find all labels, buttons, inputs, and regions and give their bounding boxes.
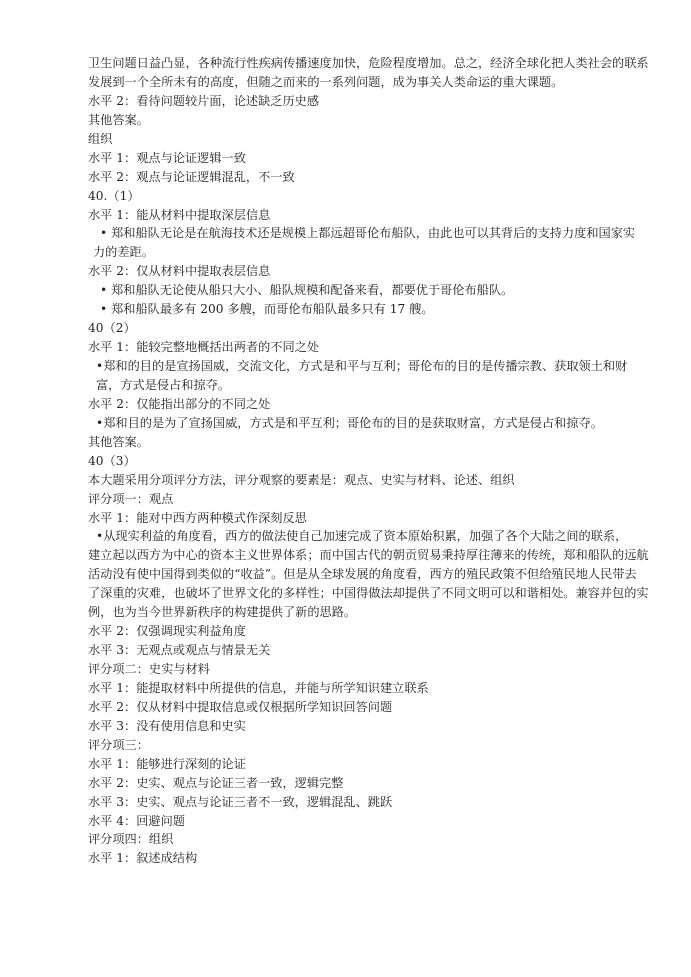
- question-number: 40（3）: [88, 453, 136, 468]
- section-heading: 组织: [88, 131, 113, 146]
- text-line: 其他答案。: [88, 434, 149, 449]
- text-line: 发展到一个全所未有的高度，但随之而来的一系列问题，成为事关人类命运的重大课题。: [88, 74, 564, 89]
- level-line: 水平 3：没有使用信息和史实: [88, 718, 246, 733]
- level-line: 水平 1：能提取材料中所提供的信息，并能与所学知识建立联系: [88, 680, 429, 695]
- section-heading: 评分项四：组织: [88, 832, 174, 847]
- level-line: 水平 2：看待问题较片面，论述缺乏历史感: [88, 93, 320, 108]
- section-heading: 评分项二：史实与材料: [88, 662, 210, 676]
- question-number: 40（2）: [88, 321, 136, 336]
- level-line: 水平 2：观点与论证逻辑混乱，不一致: [88, 169, 295, 184]
- question-number: 40.（1）: [88, 188, 140, 203]
- level-line: 水平 1：能够进行深刻的论证: [88, 756, 246, 771]
- bullet-item: •郑和目的是为了宣扬国威，方式是和平互利；哥伦布的目的是获取财富，方式是侵占和掠夺。: [96, 415, 603, 430]
- text-line: 本大题采用分项评分方法，评分观察的要素是：观点、史实与材料、论述、组织: [88, 472, 515, 487]
- level-line: 水平 1：能较完整地概括出两者的不同之处: [88, 340, 320, 355]
- document-page: [88, 54, 649, 868]
- level-line: 水平 1：观点与论证逻辑一致: [88, 150, 246, 165]
- level-line: 水平 1：能对中西方两种模式作深刻反思: [88, 510, 307, 525]
- level-line: 水平 2：史实、观点与论证三者一致，逻辑完整: [88, 775, 344, 790]
- text-line: 富，方式是侵占和掠夺。: [96, 377, 231, 392]
- text-line: 建立起以西方为中心的资本主义世界体系；而中国古代的朝贡贸易秉持厚往薄来的传统，郑和船队的远航: [88, 548, 649, 563]
- text-line: 卫生问题日益凸显，各种流行性疾病传播速度加快，危险程度增加。总之，经济全球化把人类社会的联系: [88, 56, 649, 70]
- level-line: 水平 2：仅从材料中提取表层信息: [88, 264, 271, 279]
- bullet-item: • 郑和船队无论是在航海技术还是规模上都远超哥伦布船队，由此也可以其背后的支持力度和国家实: [100, 226, 636, 241]
- text-line: 其他答案。: [88, 112, 149, 127]
- bullet-item: •从现实利益的角度看，西方的做法使自己加速完成了资本原始积累，加强了各个大陆之间的联系，: [96, 529, 628, 544]
- level-line: 水平 1：叙述成结构: [88, 851, 198, 866]
- text-line: 例，也为当今世界新秩序的构建提供了新的思路。: [88, 605, 357, 620]
- text-line: 活动没有使中国得到类似的“收益”。但是从全球发展的角度看，西方的殖民政策不但给殖民地人民带去: [88, 567, 637, 582]
- level-line: 水平 1：能从材料中提取深层信息: [88, 207, 271, 222]
- bullet-item: • 郑和船队最多有 200 多艘，而哥伦布船队最多只有 17 艘。: [100, 302, 434, 317]
- level-line: 水平 3：史实、观点与论证三者不一致，逻辑混乱、跳跃: [88, 794, 393, 809]
- bullet-item: •郑和的目的是宣扬国威，交流文化，方式是和平与互利；哥伦布的目的是传播宗教、获取领土和财: [96, 359, 628, 373]
- bullet-item: • 郑和船队无论使从船只大小、船队规模和配备来看，都要优于哥伦布船队。: [100, 283, 514, 298]
- level-line: 水平 2：仅强调现实利益角度: [88, 624, 246, 639]
- level-line: 水平 2：仅从材料中提取信息或仅根据所学知识回答问题: [88, 699, 393, 714]
- text-line: 力的差距。: [93, 245, 154, 260]
- level-line: 水平 4：回避问题: [88, 813, 185, 828]
- level-line: 水平 2：仅能指出部分的不同之处: [88, 396, 271, 411]
- section-heading: 评分项一：观点: [88, 491, 174, 506]
- text-line: 了深重的灾难，也破坏了世界文化的多样性；中国得做法却提供了不同文明可以和谐相处。兼容并包的实: [88, 586, 649, 601]
- level-line: 水平 3：无观点或观点与情景无关: [88, 643, 271, 658]
- section-heading: 评分项三：: [88, 737, 149, 752]
